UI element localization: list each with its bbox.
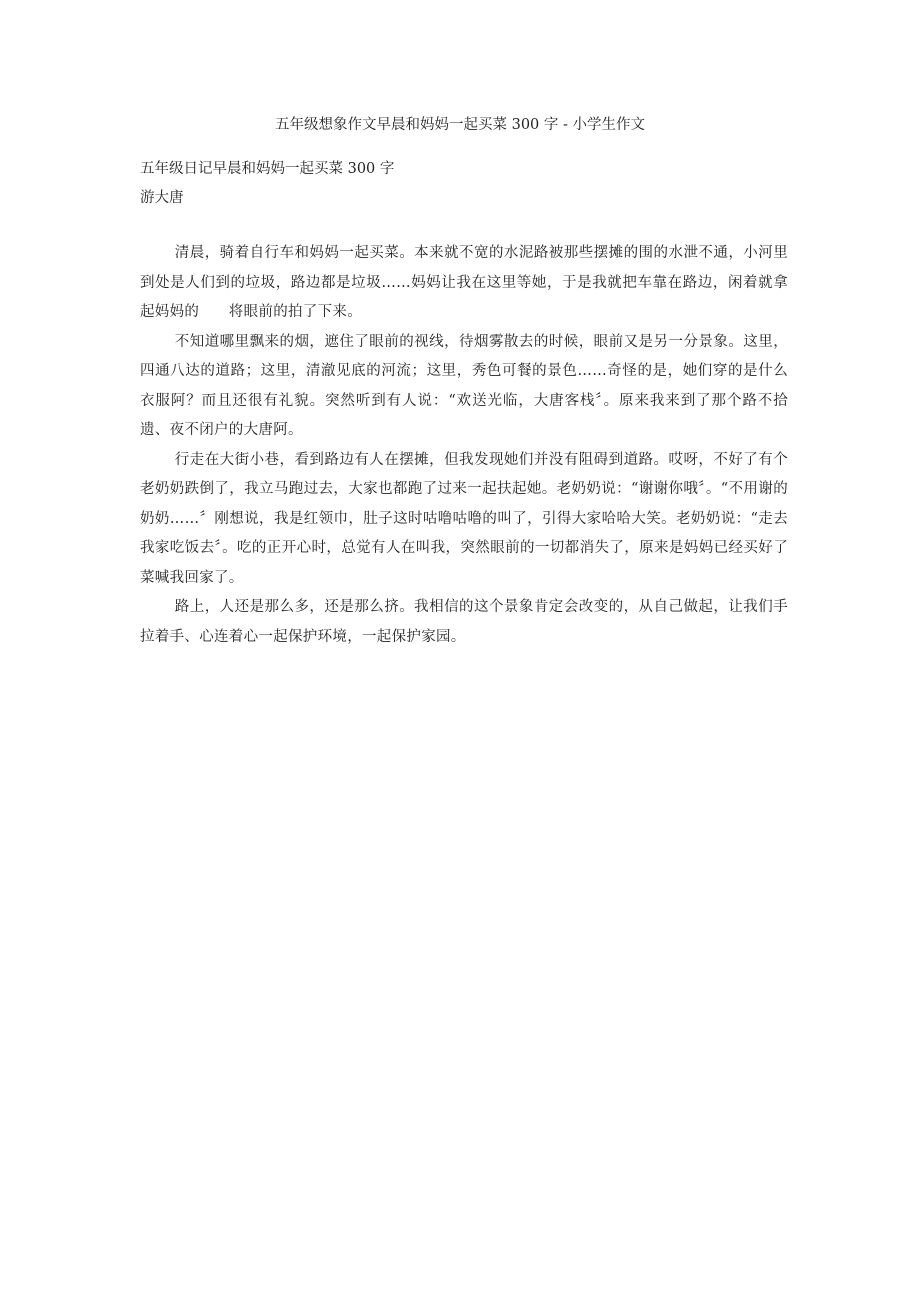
essay-body: [140, 239, 788, 652]
author-name: 游大唐: [140, 190, 184, 206]
essay-paragraph: 行走在大街小巷，看到路边有人在摆摊，但我发现她们并没有阻碍到道路。哎呀，不好了有个老奶奶跌倒了，我立马跑过去，大家也都跑了过来一起扶起她。老奶奶说：“谢谢你哦〞。“不用谢的奶奶……〞刚想说，我是红领巾，肚子这时咕噜咕噜的叫了，引得大家哈哈大笑。老奶奶说：“走去我家吃饭去〞。吃的正开心时，总觉有人在叫我，突然眼前的一切都消失了，原来是妈妈已经买好了菜喊我回家了。: [140, 451, 788, 586]
essay-paragraph: 清晨，骑着自行车和妈妈一起买菜。本来就不宽的水泥路被那些摆摊的围的水泄不通，小河里到处是人们到的垃圾，路边都是垃圾……妈妈让我在这里等她，于是我就把车靠在路边，闲着就拿起妈妈的 将眼前的拍了下来。: [140, 245, 788, 320]
document-subtitle: 五年级日记早晨和妈妈一起买菜 300 字: [140, 161, 395, 177]
essay-paragraph: 不知道哪里飘来的烟，遮住了眼前的视线，待烟雾散去的时候，眼前又是另一分景象。这里，四通八达的道路；这里，清澈见底的河流；这里，秀色可餐的景色……奇怪的是，她们穿的是什么衣服阿？而且还很有礼貌。突然听到有人说：“欢送光临，大唐客栈〞。原来我来到了那个路不拾遗、夜不闭户的大唐阿。: [140, 333, 788, 438]
essay-paragraph: 路上，人还是那么多，还是那么挤。我相信的这个景象肯定会改变的，从自己做起，让我们手拉着手、心连着心一起保护环境，一起保护家园。: [140, 599, 788, 645]
document-title: 五年级想象作文早晨和妈妈一起买菜 300 字 - 小学生作文: [274, 117, 645, 133]
